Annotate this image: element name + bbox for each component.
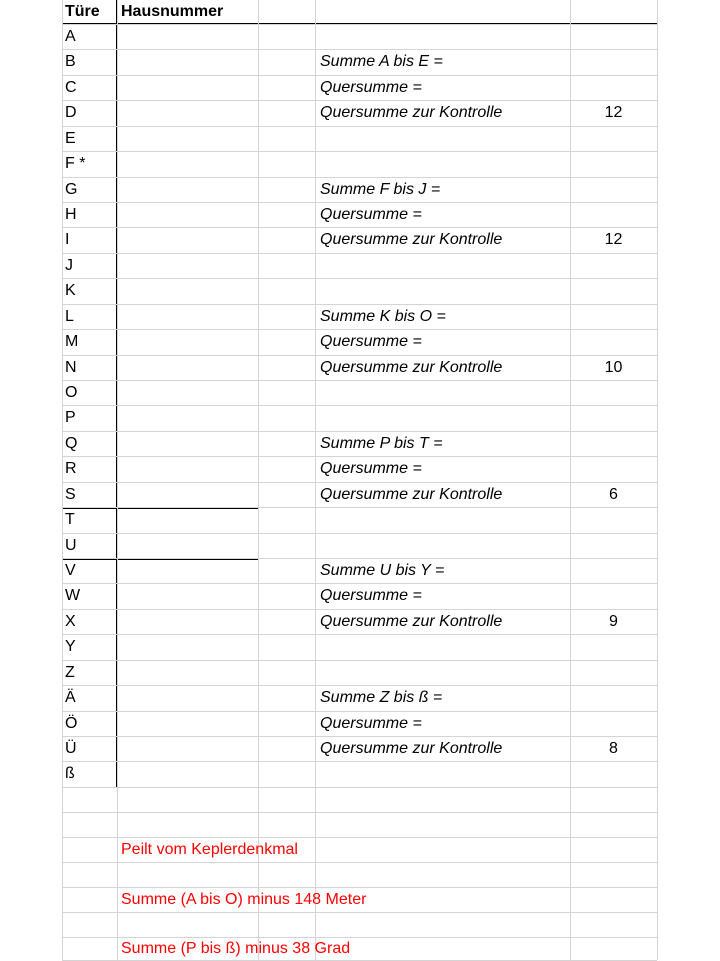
header-door: Türe: [65, 3, 100, 20]
house-number-input[interactable]: [119, 126, 256, 150]
group-sum-label: Summe F bis J =: [320, 181, 441, 198]
house-number-input[interactable]: [119, 634, 256, 658]
gridline-horizontal: [62, 862, 657, 863]
house-number-input[interactable]: [119, 278, 256, 302]
door-label: I: [65, 231, 70, 248]
house-number-input[interactable]: [119, 355, 256, 379]
house-number-input[interactable]: [119, 177, 256, 201]
gridline-horizontal: [62, 812, 657, 813]
house-number-input[interactable]: [119, 482, 256, 506]
door-label: Ü: [65, 740, 77, 757]
house-number-input[interactable]: [119, 304, 256, 328]
door-label: ß: [65, 765, 75, 782]
gridline-horizontal: [62, 787, 657, 788]
house-number-input[interactable]: [119, 329, 256, 353]
group-check-label: Quersumme zur Kontrolle: [320, 231, 503, 248]
door-label: Z: [65, 664, 75, 681]
group-check-value: 9: [609, 613, 618, 630]
door-label: B: [65, 53, 76, 70]
gridline-vertical: [657, 0, 658, 960]
door-label: M: [65, 333, 79, 350]
door-label: H: [65, 206, 77, 223]
house-number-input[interactable]: [119, 761, 256, 785]
house-number-input[interactable]: [119, 49, 256, 73]
house-number-input[interactable]: [119, 202, 256, 226]
house-number-input[interactable]: [119, 431, 256, 455]
group-check-value: 10: [604, 359, 623, 376]
header-house-number: Hausnummer: [121, 3, 224, 20]
group-digit-sum-label: Quersumme =: [320, 333, 422, 350]
group-digit-sum-label: Quersumme =: [320, 79, 422, 96]
group-check-value: 6: [609, 486, 618, 503]
note-angle: Summe (P bis ß) minus 38 Grad: [121, 940, 351, 957]
door-label: D: [65, 104, 77, 121]
gridline-vertical: [570, 0, 571, 960]
house-number-input[interactable]: [119, 736, 256, 760]
group-check-value: 12: [604, 231, 623, 248]
group-check-label: Quersumme zur Kontrolle: [320, 740, 503, 757]
group-check-label: Quersumme zur Kontrolle: [320, 104, 503, 121]
door-label: P: [65, 409, 76, 426]
door-label: L: [65, 308, 74, 325]
gridline-vertical: [258, 0, 259, 960]
door-label: Y: [65, 638, 76, 655]
house-number-input[interactable]: [119, 227, 256, 251]
note-bearing-origin: Peilt vom Keplerdenkmal: [121, 841, 298, 858]
house-number-input[interactable]: [119, 685, 256, 709]
group-digit-sum-label: Quersumme =: [320, 206, 422, 223]
house-number-input[interactable]: [119, 507, 256, 531]
group-digit-sum-label: Quersumme =: [320, 460, 422, 477]
house-number-input[interactable]: [119, 533, 256, 557]
door-label: W: [65, 587, 81, 604]
house-number-input[interactable]: [119, 151, 256, 175]
gridline-vertical: [62, 0, 63, 960]
house-number-input[interactable]: [119, 253, 256, 277]
house-number-input[interactable]: [119, 24, 256, 48]
door-label: X: [65, 613, 76, 630]
door-label: V: [65, 562, 76, 579]
door-label: N: [65, 359, 77, 376]
door-label: Ö: [65, 715, 78, 732]
door-label: A: [65, 28, 76, 45]
group-sum-label: Summe U bis Y =: [320, 562, 445, 579]
door-label: Q: [65, 435, 78, 452]
door-label: J: [65, 257, 73, 274]
gridline-vertical: [117, 0, 118, 960]
group-sum-label: Summe P bis T =: [320, 435, 443, 452]
group-sum-label: Summe A bis E =: [320, 53, 443, 70]
door-label: O: [65, 384, 78, 401]
group-check-label: Quersumme zur Kontrolle: [320, 359, 503, 376]
door-label: G: [65, 181, 78, 198]
house-number-input[interactable]: [119, 609, 256, 633]
group-sum-label: Summe Z bis ß =: [320, 689, 443, 706]
group-check-label: Quersumme zur Kontrolle: [320, 486, 503, 503]
group-sum-label: Summe K bis O =: [320, 308, 446, 325]
door-label: F *: [65, 155, 86, 172]
gridline-vertical: [315, 0, 316, 960]
gridline-horizontal: [62, 912, 657, 913]
house-number-input[interactable]: [119, 380, 256, 404]
house-number-input[interactable]: [119, 660, 256, 684]
group-digit-sum-label: Quersumme =: [320, 587, 422, 604]
group-check-label: Quersumme zur Kontrolle: [320, 613, 503, 630]
house-number-input[interactable]: [119, 75, 256, 99]
door-label: Ä: [65, 689, 76, 706]
door-label: S: [65, 486, 76, 503]
door-label: C: [65, 79, 77, 96]
group-check-value: 12: [604, 104, 623, 121]
house-number-input[interactable]: [119, 711, 256, 735]
group-check-value: 8: [609, 740, 618, 757]
house-number-input[interactable]: [119, 583, 256, 607]
door-label: E: [65, 130, 76, 147]
house-number-input[interactable]: [119, 558, 256, 582]
group-digit-sum-label: Quersumme =: [320, 715, 422, 732]
house-number-input[interactable]: [119, 456, 256, 480]
door-label: K: [65, 282, 76, 299]
door-label: U: [65, 537, 77, 554]
door-label: T: [65, 511, 75, 528]
note-distance: Summe (A bis O) minus 148 Meter: [121, 891, 367, 908]
door-label: R: [65, 460, 77, 477]
house-number-input[interactable]: [119, 405, 256, 429]
house-number-input[interactable]: [119, 100, 256, 124]
